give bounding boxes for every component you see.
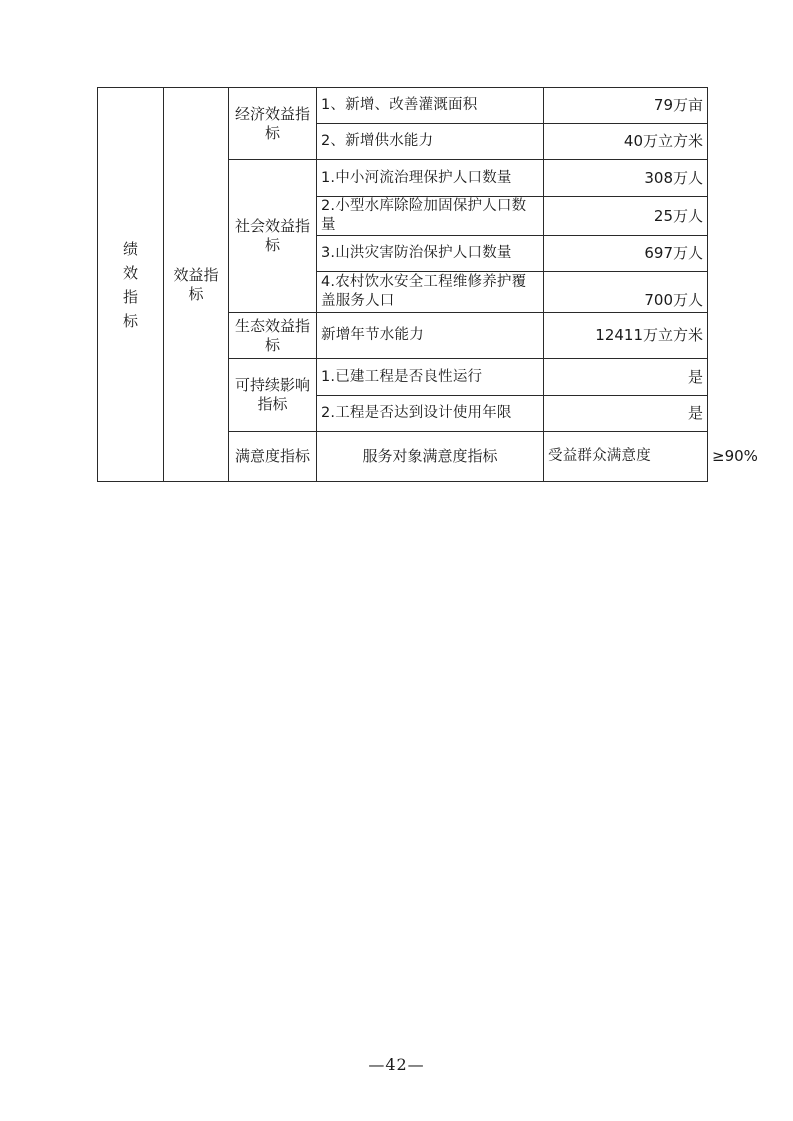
satisfaction-indicator-cell: 满意度指标	[229, 432, 317, 482]
level1-char: 标	[122, 311, 138, 330]
level1-indicator-cell	[98, 88, 164, 482]
indicator-cell: 受益群众满意度	[544, 432, 708, 482]
service-satisfaction-cell: 服务对象满意度指标	[317, 432, 544, 482]
value-cell: 是	[544, 359, 708, 396]
table-row	[98, 88, 708, 124]
table-row: 满意度指标 服务对象满意度指标 受益群众满意度 ≥90%	[98, 432, 708, 482]
indicator-cell: 2、新增供水能力	[317, 124, 544, 160]
indicator-cell: 2.工程是否达到设计使用年限	[317, 396, 544, 432]
value-cell: 40万立方米	[544, 124, 708, 160]
value-cell: 12411万立方米	[544, 313, 708, 359]
level1-char: 指	[122, 287, 138, 306]
indicator-cell: 4.农村饮水安全工程维修养护覆盖服务人口	[317, 272, 544, 313]
social-benefit-cell: 社会效益指标	[229, 160, 317, 313]
indicator-cell: 新增年节水能力	[317, 313, 544, 359]
page-number: —42—	[368, 1055, 425, 1074]
value-cell: 79万亩	[544, 88, 708, 124]
level1-char: 效	[122, 263, 138, 282]
sustainability-cell: 可持续影响指标	[229, 359, 317, 432]
indicator-cell: 1、新增、改善灌溉面积	[317, 88, 544, 124]
value-cell: 697万人	[544, 236, 708, 272]
indicator-cell: 1.中小河流治理保护人口数量	[317, 160, 544, 197]
ecological-benefit-cell: 生态效益指标	[229, 313, 317, 359]
value-cell: 是	[544, 396, 708, 432]
value-cell: 308万人	[544, 160, 708, 197]
value-cell: 700万人	[544, 272, 708, 313]
indicator-cell: 1.已建工程是否良性运行	[317, 359, 544, 396]
economic-benefit-cell: 经济效益指标	[229, 88, 317, 160]
indicator-cell: 2.小型水库除险加固保护人口数量	[317, 197, 544, 236]
benefit-indicator-cell: 效益指标	[164, 88, 229, 482]
value-cell: 25万人	[544, 197, 708, 236]
indicator-cell: 3.山洪灾害防治保护人口数量	[317, 236, 544, 272]
level1-char: 绩	[122, 239, 138, 258]
performance-indicator-table	[97, 87, 758, 482]
